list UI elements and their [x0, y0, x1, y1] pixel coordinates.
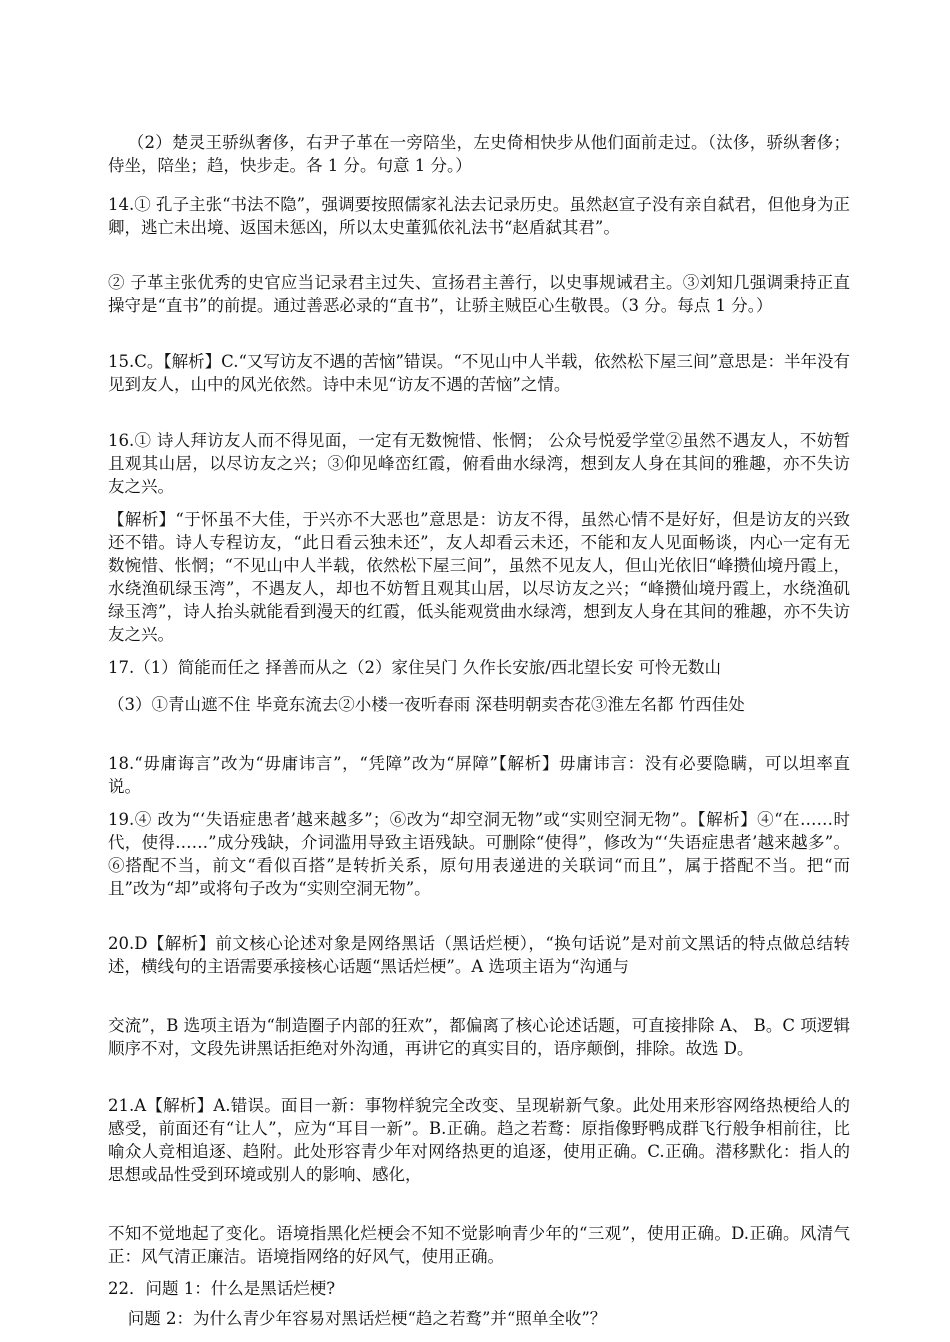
answer-17-part-3: （3）①青山遮不住 毕竟东流去②小楼一夜听春雨 深巷明朝卖杏花③淮左名都 竹西佳处 [108, 695, 745, 714]
answer-20-part-1: 20.D【解析】前文核心论述对象是网络黑话（黑话烂梗），“换句话说”是对前文黑话的特点做总结转述，横线句的主语需要承接核心话题“黑话烂梗”。A 选项主语为“沟通与 [108, 934, 850, 976]
answer-20-part-2: 交流”，B 选项主语为“制造圈子内部的狂欢”，都偏离了核心论述话题，可直接排除 A、 B。C 项逻辑顺序不对，文段先讲黑话拒绝对外沟通，再讲它的真实目的，语序颠倒，排除。故选 D。 [108, 1016, 850, 1058]
answer-14-point-1: 14.① 孔子主张“书法不隐”，强调要按照儒家礼法去记录历史。虽然赵宣子没有亲自弑君，但他身为正卿，逃亡未出境、返国未惩凶，所以太史董狐依礼法书“赵盾弑其君”。 [108, 195, 850, 237]
answer-14-points-2-3: ② 子革主张优秀的史官应当记录君主过失、宣扬君主善行，以史事规诫君主。③刘知几强调秉持正直操守是“直书”的前提。通过善恶必录的“直书”，让骄主贼臣心生敬畏。（3 分。每点 1 分。） [108, 273, 850, 315]
answer-22-question-2: 问题 2：为什么青少年容易对黑话烂梗“趋之若鹜”并“照单全收”？ [127, 1309, 607, 1328]
answer-18: 18.“毋庸诲言”改为“毋庸讳言”，“凭障”改为“屏障”【解析】毋庸讳言：没有必要隐瞒，可以坦率直说。 [108, 754, 850, 796]
answer-16: 16.① 诗人拜访友人而不得见面，一定有无数惋惜、怅惘； 公众号悦爱学堂②虽然不遇友人，不妨暂且观其山居，以尽访友之兴；③仰见峰峦红霞，俯看曲水绿湾，想到友人身在其间的雅趣，亦不失访友之兴。 [108, 431, 850, 496]
answer-22-question-1: 22．问题 1：什么是黑话烂梗? [108, 1279, 336, 1298]
answer-15: 15.C。【解析】C.“又写访友不遇的苦恼”错误。“不见山中人半载，依然松下屋三间”意思是：半年没有见到友人，山中的风光依然。诗中未见“访友不遇的苦恼”之情。 [108, 352, 850, 394]
answer-21-part-1: 21.A【解析】A.错误。面目一新：事物样貌完全改变、呈现崭新气象。此处用来形容网络热梗给人的感受，前面还有“让人”，应为“耳目一新”。B.正确。趋之若鹜：原指像野鸭成群飞行般争相前往，比喻众人竞相追逐、趋附。此处形容青少年对网络热更的追逐，使用正确。C.正确。潜移默化：指人的思想或品性受到环境或别人的影响、感化， [108, 1096, 850, 1184]
answer-17-part-1-2: 17.（1）简能而任之 择善而从之（2）家住吴门 久作长安旅/西北望长安 可怜无数山 [108, 658, 722, 677]
answer-16-analysis: 【解析】“于怀虽不大佳，于兴亦不大恶也”意思是：访友不得，虽然心情不是好好，但是访友的兴致还不错。诗人专程访友，“此日看云独未还”，友人却看云未还，不能和友人见面畅谈，内心一定有无数惋惜、怅惘；“不见山中人半载，依然松下屋三间”，虽然不见友人，但山光依旧“峰攒仙境丹霞上，水绕渔矶绿玉湾”，不遇友人，却也不妨暂且观其山居，以尽访友之兴；“峰攒仙境丹霞上，水绕渔矶绿玉湾”，诗人抬头就能看到漫天的红霞，低头能观赏曲水绿湾，想到友人身在其间的雅趣，亦不失访友之兴。 [108, 510, 850, 644]
answer-13-2: （2）楚灵王骄纵奢侈，右尹子革在一旁陪坐，左史倚相快步从他们面前走过。（汰侈，骄纵奢侈；侍坐，陪坐；趋，快步走。各 1 分。句意 1 分。） [108, 133, 850, 175]
answer-21-part-2: 不知不觉地起了变化。语境指黑化烂梗会不知不觉影响青少年的“三观”，使用正确。D.正确。风清气正：风气清正廉洁。语境指网络的好风气，使用正确。 [108, 1224, 850, 1266]
answer-19: 19.④ 改为“‘失语症患者’越来越多”；⑥改为“却空洞无物”或“实则空洞无物”。【解析】④“在……时代，使得……”成分残缺，介词滥用导致主语残缺。可删除“使得”，修改为“‘失语症患者’越来越多”。⑥搭配不当，前文“看似百搭”是转折关系，原句用表递进的关联词“而且”，属于搭配不当。把“而且”改为“却”或将句子改为“实则空洞无物”。 [108, 810, 850, 898]
